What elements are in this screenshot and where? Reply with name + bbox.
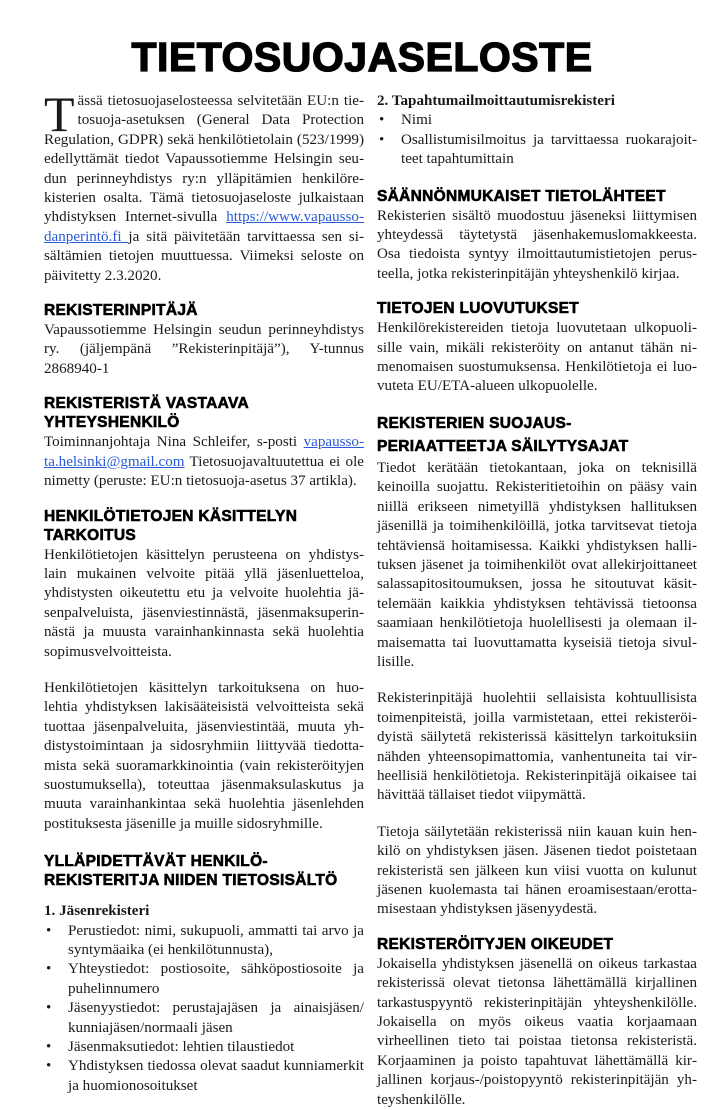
heading-yhteyshenkilo: REKISTERISTÄ VASTAAVA YHTEYSHENKILÖ [44,395,249,432]
suojaus-paragraph-3: Tietoja säilytetään rekisterissä niin kauan kuin henkilö on yhdistyksen jäsen. Jäsenen tiedot poistetaan rekisteristä sen jälkeen kun viisi vuotta on kulunut jäsenen kuolemasta tai hänen eroamisestaan/erottamisestaan yhdistyksen jäsenyydestä. [377,823,697,918]
right-column [377,92,697,1110]
left-column [44,86,364,1096]
page-title: TIETOSUOJASELOSTE [131,34,593,80]
heading-kasittelyn-tarkoitus: HENKILÖTIETOJEN KÄSITTELYN TARKOITUS [44,507,298,544]
luovutukset-text: Henkilörekistereiden tietoja luovutetaan ulkopuolisille vain, mikäli rekisteröity on antanut tähän nimenomaisen suostumuksensa. Henkilötietoja ei luovuteta EU/ETA-alueen ulkopuolelle. [377,320,697,395]
register-title-1: 1. Jäsenrekisteri [44,903,150,920]
register-2-list [377,111,697,169]
list-item: • Jäsenmaksutiedot: lehtien tilaustiedot [44,1038,364,1057]
list-item: • Yhdistyksen tiedossa olevat saadut kunniamerkit ja huomionosoitukset [44,1057,364,1096]
list-item: • Jäsenyystiedot: perustajajäsen ja ainaisjäsen/ kunniajäsen/normaali jäsen [44,999,364,1038]
intro-text-end: ja sitä päivitetään tarvittaessa sen sisältämien tietojen muuttuessa. Viimeksi seloste on päivitetty 2.3.2020. [44,228,364,284]
heading-suojaus [377,412,697,458]
list-item: • Yhteystiedot: postiosoite, sähköpostiosoite ja puhelinnumero [44,960,364,999]
rekisterinpitaja-text: Vapaussotiemme Helsingin seudun perinneyhdistys ry. (jäljempänä ”Rekisterinpitäjä”), Y-tunnus 2868940-1 [44,322,364,377]
intro-paragraph [44,86,364,286]
website-link[interactable]: https://www.vapaussodanperintö.fi [44,209,364,245]
heading-suojaus-line2: PERIAATTEETJA SÄILYTYSAJAT [377,437,629,455]
heading-suojaus-line1: REKISTERIEN SUOJAUS- [377,414,572,432]
heading-rekisterit-line1: YLLÄPIDETTÄVÄT HENKILÖ- [44,853,268,871]
heading-luovutukset: TIETOJEN LUOVUTUKSET [377,300,580,318]
heading-rekisterinpitaja: REKISTERINPITÄJÄ [44,302,198,320]
list-item: • Nimi [377,111,697,130]
heading-rekisterit [44,852,364,890]
kasittely-paragraph-2: Henkilötietojen käsittelyn tarkoituksena on huolehtia yhdistyksen lakisääteisistä velvoitteista sekä tuottaa jäsenpalveluita, jäsenviestintää, muuta yhdistystoimintaan ja sidosryhmiin liittyvää tiedottamista sekä suoramarkkinointia (vain rekisteröityjen suostumuksella), toteuttaa jäsenmaksulaskutus ja muuta varainhankintaa sekä huolehtia jäsenlehden postituksesta jäsenille ja muille sidosryhmille. [44,679,364,832]
heading-oikeudet: REKISTERÖITYJEN OIKEUDET [377,935,614,953]
email-link[interactable]: vapaussota.helsinki@gmail.com [44,434,364,470]
kasittely-paragraph-1: Henkilötietojen käsittelyn perusteena on yhdistyslain mukainen velvoite pitää yllä jäsenluetteloa, yhdistysten oikeutettu etu ja velvoite huolehtia jäsenpalveluista, jäsenviestinnästä, jäsenmaksuperinnästä ja muusta varainhankinnasta sekä huolehtia sopimusvelvoitteista. [44,546,364,660]
suojaus-paragraph-1: Tiedot kerätään tietokantaan, joka on teknisillä keinoilla suojattu. Rekisteritietoihin on pääsy vain niillä erikseen nimetyillä yhdistyksen hallituksen jäsenillä ja toimihenkilöillä, jotka tarvitsevat tietoja tehtäviensä hoitamisessa. Kaikki yhdistyksen hallituksen jäsenet ja toimihenkilöt ovat allekirjoittaneet salassapitositoumuksen, jossa he sitoutuvat käsittelemään kaikkia yhdistyksen tehtävissä tietoonsa saamiaan henkilötietoja huolellisesti ja olemaan ilmaisematta tai luovuttamatta kyseisiä tietoja sivullisille. [377,459,697,670]
register-title-2: 2. Tapahtumailmoittautumisrekisteri [377,93,615,109]
list-item: • Perustiedot: nimi, sukupuoli, ammatti tai arvo ja syntymäaika (ei henkilötunnusta), [44,922,364,961]
intro-text: ässä tietosuojaselosteessa selvitetään EU:n tietosuoja-asetuksen (General Data Protection Regulation, GDPR) sekä henkilötietolain (523/1999) edellyttämät tiedot Vapaussotiemme Helsingin seudun perinneyhdistys ry:n ylläpitämien henkilörekisterien osalta. Tämä tietosuojaseloste julkaistaan yhdistyksen Internet-sivulla [44,93,364,226]
tietolahteet-text: Rekisterien sisältö muodostuu jäseneksi liittymisen yhteydessä täytetystä jäsenhakemuslomakkeesta. Osa tiedoista syntyy ilmoittautumistietojen perusteella, jotka rekisterinpitäjän yhteyshenkilö kirjaa. [377,207,697,282]
list-item: • Osallistumisilmoitus ja tarvittaessa ruokarajoitteet tapahtumittain [377,131,697,170]
heading-tietolahteet: SÄÄNNÖNMUKAISET TIETOLÄHTEET [377,187,666,205]
suojaus-paragraph-2: Rekisterinpitäjä huolehtii sellaisista kohtuullisista toimenpiteistä, joilla varmistetaan, ettei rekisteröidyistä säilytetä rekisterissä käsittelyn tarkoituksiin nähden yhteensopimattomia, vanhentuneita tai virheellisiä henkilötietoja. Rekisterinpitäjä oikaisee tai hävittää tällaiset tiedot viipymättä. [377,690,697,804]
yhteyshenkilo-text-end: Tietosuojavaltuutettua ei ole nimetty (peruste: EU:n tietosuoja-asetus 37 artikla). [44,453,364,490]
oikeudet-text: Jokaisella yhdistyksen jäsenellä on oikeus tarkastaa rekisterissä olevat tietonsa lähettämällä kirjallinen tarkastuspyyntö rekisterinpitäjän yhteyshenkilölle. Jokaisella on myös oikeus vaatia korjaamaan virheellinen tieto tai poistaa tietonsa rekisteristä. Korjaaminen ja poisto tapahtuvat lähettämällä kirjallinen korjaus-/poistopyyntö rekisterinpitäjän yhteyshenkilölle. [377,955,697,1108]
yhteyshenkilo-text-start: Toiminnanjohtaja Nina Schleifer, s-posti [44,434,304,451]
heading-rekisterit-line2: REKISTERITJA NIIDEN TIETOSISÄLTÖ [44,872,338,890]
yhteyshenkilo-text [44,433,364,491]
register-1-list [44,922,364,1097]
dropcap: T [44,86,75,142]
